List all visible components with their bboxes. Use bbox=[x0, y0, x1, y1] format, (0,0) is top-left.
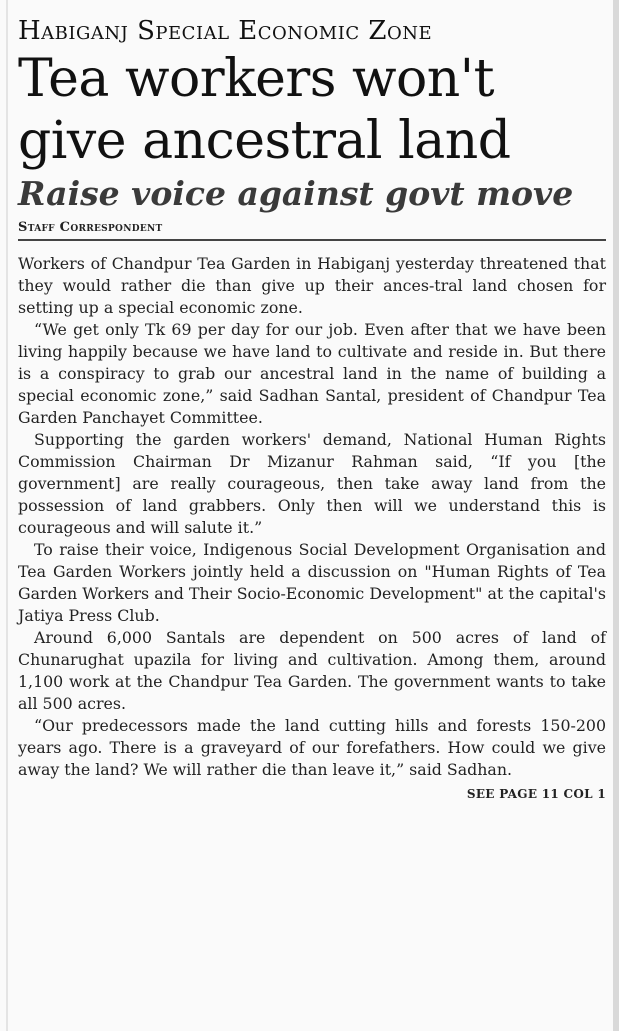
byline: Staff Correspondent bbox=[18, 220, 606, 241]
headline bbox=[18, 48, 606, 172]
paragraph-6: “Our predecessors made the land cutting hills and forests 150-200 years ago. There is a graveyard of our forefathers. How could we give away the land? We will rather die than leave it,” said Sadhan. bbox=[18, 716, 606, 779]
jump-line: SEE PAGE 11 COL 1 bbox=[466, 787, 606, 801]
paragraph-2: “We get only Tk 69 per day for our job. Even after that we have been living happily because we have land to cultivate and reside in. But there is a conspiracy to grab our ancestral land in the name of building a special economic zone,” said Sadhan Santal, president of Chandpur Tea Garden Panchayet Committee. bbox=[18, 320, 606, 427]
left-gutter-line bbox=[6, 0, 8, 1031]
article-body bbox=[18, 253, 606, 781]
article bbox=[18, 14, 606, 801]
deck-subheadline: Raise voice against govt move bbox=[18, 174, 574, 213]
headline-line-2: give ancestral land bbox=[18, 111, 511, 171]
paragraph-1: Workers of Chandpur Tea Garden in Habiganj yesterday threatened that they would rather die than give up their ances-tral land chosen for setting up a special economic zone. bbox=[18, 254, 606, 317]
paragraph-4: To raise their voice, Indigenous Social Development Organisation and Tea Garden Workers jointly held a discussion on "Human Rights of Tea Garden Workers and Their Socio-Economic Development" at the capital's Jatiya Press Club. bbox=[18, 540, 606, 625]
paragraph-5: Around 6,000 Santals are dependent on 500 acres of land of Chunarughat upazila for living and cultivation. Among them, around 1,100 work at the Chandpur Tea Garden. The government wants to take all 500 acres. bbox=[18, 628, 606, 713]
paragraph-3: Supporting the garden workers' demand, National Human Rights Commission Chairman Dr Mizanur Rahman said, “If you [the government] are really courageous, then take away land from the possession of land grabbers. Only then will we understand this is courageous and will salute it.” bbox=[18, 430, 606, 537]
right-page-edge bbox=[613, 0, 619, 1031]
headline-line-1: Tea workers won't bbox=[18, 49, 494, 109]
kicker: Habiganj Special Economic Zone bbox=[18, 16, 433, 46]
